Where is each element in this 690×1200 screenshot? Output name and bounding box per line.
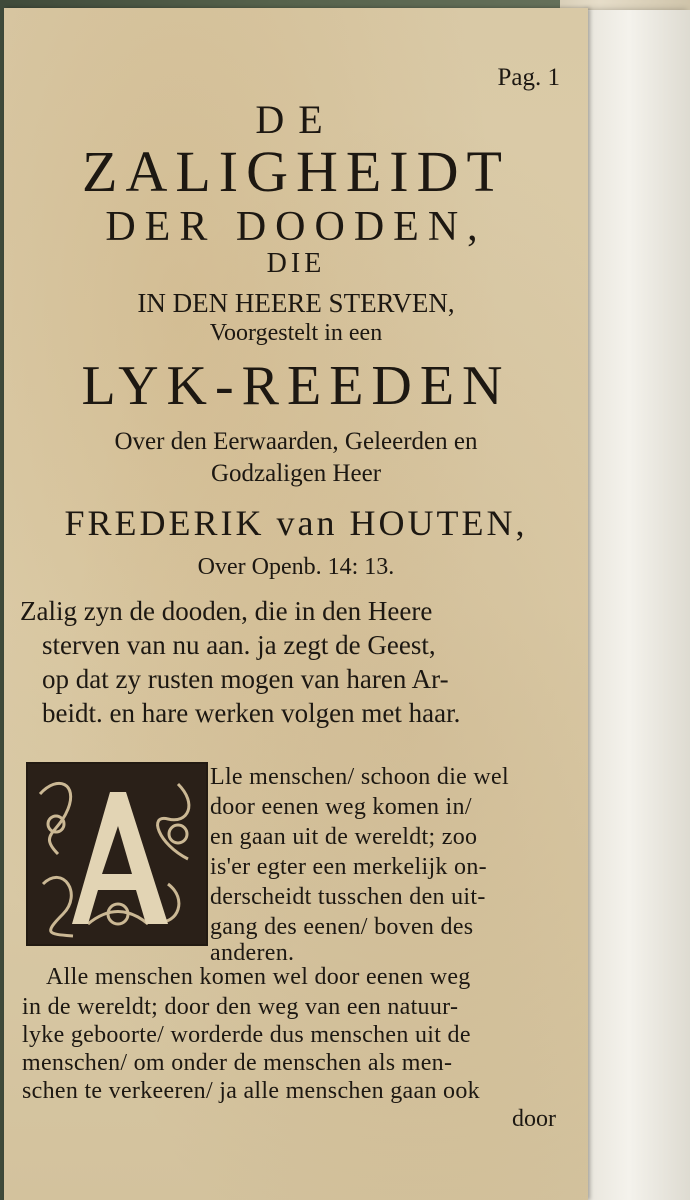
body-line: Alle menschen komen wel door eenen weg [46, 964, 471, 990]
title-godzaligen: Godzaligen Heer [210, 460, 382, 487]
title-over-den: Over den Eerwaarden, Geleerden en [114, 428, 478, 455]
body-line: gang des eenen/ boven des [210, 914, 474, 940]
body-line: in de wereldt; door den weg van een natuur- [22, 994, 459, 1020]
book-page [4, 8, 588, 1200]
paper-strip [588, 10, 690, 1200]
drop-cap-initial-a [26, 762, 208, 946]
verse-line: Zalig zyn de dooden, die in den Heere [20, 596, 433, 626]
body-line: en gaan uit de wereldt; zoo [210, 824, 478, 850]
page-number: Pag. 1 [497, 64, 560, 91]
verse-line: sterven van nu aan. ja zegt de Geest, [42, 630, 436, 660]
body-line: Lle menschen/ schoon die wel [210, 764, 509, 790]
body-line: is'er egter een merkelijk on- [210, 854, 487, 880]
verse-line: op dat zy rusten mogen van haren Ar- [42, 664, 449, 694]
title-text-reference: Over Openb. 14: 13. [197, 554, 395, 580]
catchword: door [512, 1106, 556, 1132]
title-name: FREDERIK van HOUTEN, [64, 503, 528, 543]
body-line: schen te verkeeren/ ja alle menschen gaan ook [22, 1078, 480, 1104]
title-voorgestelt: Voorgestelt in een [209, 320, 383, 346]
body-line: menschen/ om onder de menschen als men- [22, 1050, 453, 1076]
body-line: derscheidt tusschen den uit- [210, 884, 486, 910]
body-line: door eenen weg komen in/ [210, 794, 472, 820]
body-line: lyke geboorte/ worderde dus menschen uit de [22, 1022, 471, 1048]
title-der-dooden: DER DOODEN, [105, 204, 487, 250]
body-line: anderen. [210, 940, 295, 966]
title-in-den-heere: IN DEN HEERE STERVEN, [137, 288, 455, 318]
title-zaligheidt: ZALIGHEIDT [82, 139, 510, 204]
drop-cap-ornament [28, 764, 206, 944]
verse-line: beidt. en hare werken volgen met haar. [42, 698, 461, 728]
title-lyk-reeden: LYK-REEDEN [81, 355, 511, 417]
title-die: DIE [266, 248, 326, 279]
title-de: DE [255, 97, 337, 142]
